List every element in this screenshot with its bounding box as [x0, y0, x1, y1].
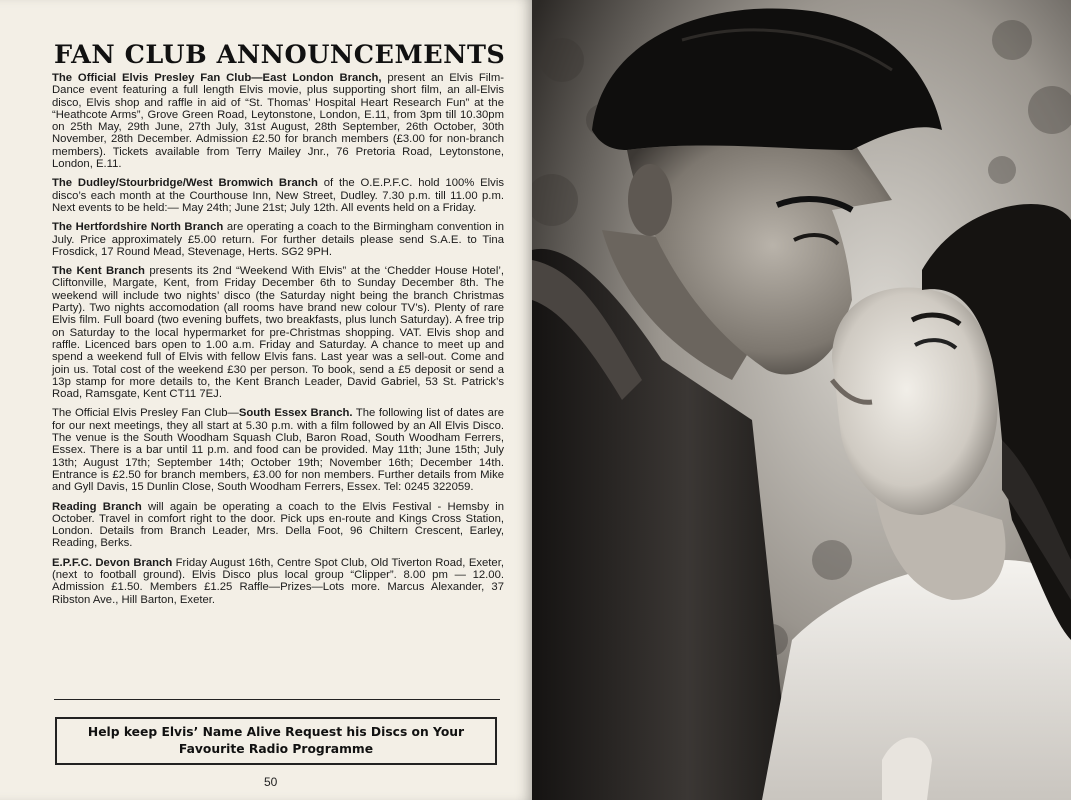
left-page — [0, 0, 532, 800]
announcement-text: Friday August 16th, Centre Spot Club, Old Tiverton Road, Exeter, (next to football ground). Elvis Disco plus local group “Clipper”. 8.00 pm — 12.00. Admission £1.50. Members £1.25 Raffle—Prizes—Lots more. Marcus Alexander, 37 Ribston Ave., Hill Barton, Exeter. — [52, 556, 504, 606]
announcement-heading: E.P.F.C. Devon Branch — [52, 556, 173, 569]
announcement-hertfordshire — [52, 221, 504, 258]
announcement-heading: Reading Branch — [52, 500, 142, 513]
banner-line: Help keep Elvis’ Name Alive Request his Discs on Your — [87, 725, 465, 739]
announcement-text: will again be operating a coach to the Elvis Festival - Hemsby in October. Travel in comfort right to the door. Pick ups en-route and Kings Cross Station, London. Details from Branch Leader, Mrs. Della Foot, 96 Chiltern Crescent, Earley, Reading, Berks. — [52, 500, 504, 550]
announcement-text: presents its 2nd “Weekend With Elvis” at the ‘Chedder House Hotel’, Cliftonville, Margate, Kent, from Friday December 6th to Sunday December 8th. The weekend will include two nights’ disco (the Saturday night being the branch Christmas Party). Two nights accomodation (all rooms have brand new colour TV’s). Plenty of rare Elvis film. Full board (two evening buffets, two breakfasts, plus lunch Saturday). A free trip on Saturday to the local hypermarket for pre-Christmas shopping. VAT. Elvis shop and raffle. Licenced bars open to 1.00 a.m. Friday and Saturday. A chance to meet up and spend a weekend full of Elvis with fellow Elvis fans. Last year was a sell-out. Come and join us. Total cost of the weekend £30 per person. To book, send a £5 deposit or send a 13p stamp for more details to, the Kent Branch Leader, David Gabriel, 53 St. Patrick’s Road, Ramsgate, Kent CT11 7EJ. — [52, 265, 504, 401]
announcement-south-essex — [52, 407, 504, 493]
request-banner — [55, 717, 497, 765]
page-number: 50 — [264, 775, 278, 789]
page-title: FAN CLUB ANNOUNCEMENTS — [54, 40, 506, 70]
announcement-east-london — [52, 72, 504, 170]
announcement-text: The following list of dates are for our next meetings, they all start at 5.30 p.m. with a film followed by an All Elvis Disco. The venue is the South Woodham Squash Club, Baron Road, South Woodham Ferrers, Essex. There is a bar until 11 p.m. and food can be provided. May 11th; June 15th; July 13th; August 17th; September 14th; October 19th; November 16th; December 14th. Entrance is £2.50 for branch members, £3.00 for non members. Further details from Mike and Gyll Davis, 15 Dunlin Close, South Woodham Ferrers, Essex. Tel: 0245 322059. — [52, 407, 504, 494]
announcement-text: present an Elvis Film-Dance event featuring a full length Elvis movie, plus supporting short film, an all-Elvis disco, Elvis shop and raffle in aid of “St. Thomas’ Hospital Heart Research Fun” at the “Heathcote Arms”, Grove Green Road, Leytonstone, London, E.11, from 3pm till 10.30pm on 25th May, 29th June, 27th July, 31st August, 28th September, 26th October, 30th November, 28th December. Admission £2.50 for branch members (£3.00 for non-branch members). Tickets available from Terry Mailey Jnr., 76 Pretoria Road, Leytonstone, London, E.11. — [52, 72, 504, 171]
banner-line: Favourite Radio Programme — [178, 742, 374, 756]
announcement-prefix: The Official Elvis Presley Fan Club— — [52, 407, 239, 420]
announcement-kent — [52, 265, 504, 400]
couple-photo — [532, 0, 1071, 800]
announcement-text: of the O.E.P.F.C. hold 100% Elvis disco’s each month at the Courthouse Inn, New Street, Dudley. 7.30 p.m. till 11.00 p.m. Next events to be held:— May 24th; June 21st; July 12th. All events held on a Friday. — [52, 177, 504, 214]
right-page — [532, 0, 1071, 800]
announcements-column — [52, 72, 504, 613]
announcement-heading: The Dudley/Stourbridge/West Bromwich Branch — [52, 177, 318, 190]
announcement-text: are operating a coach to the Birmingham convention in July. Price approximately £5.00 return. For further details please send S.A.E. to Tina Frosdick, 17 Round Mead, Stevenage, Herts. SG2 9PH. — [52, 221, 504, 258]
announcement-reading — [52, 501, 504, 550]
announcement-heading: The Official Elvis Presley Fan Club—East London Branch, — [52, 72, 382, 84]
announcement-heading: The Kent Branch — [52, 265, 145, 278]
announcement-devon — [52, 557, 504, 606]
section-divider — [54, 699, 500, 700]
announcement-dudley — [52, 177, 504, 214]
announcement-heading: South Essex Branch. — [238, 407, 353, 420]
announcement-heading: The Hertfordshire North Branch — [52, 221, 224, 234]
